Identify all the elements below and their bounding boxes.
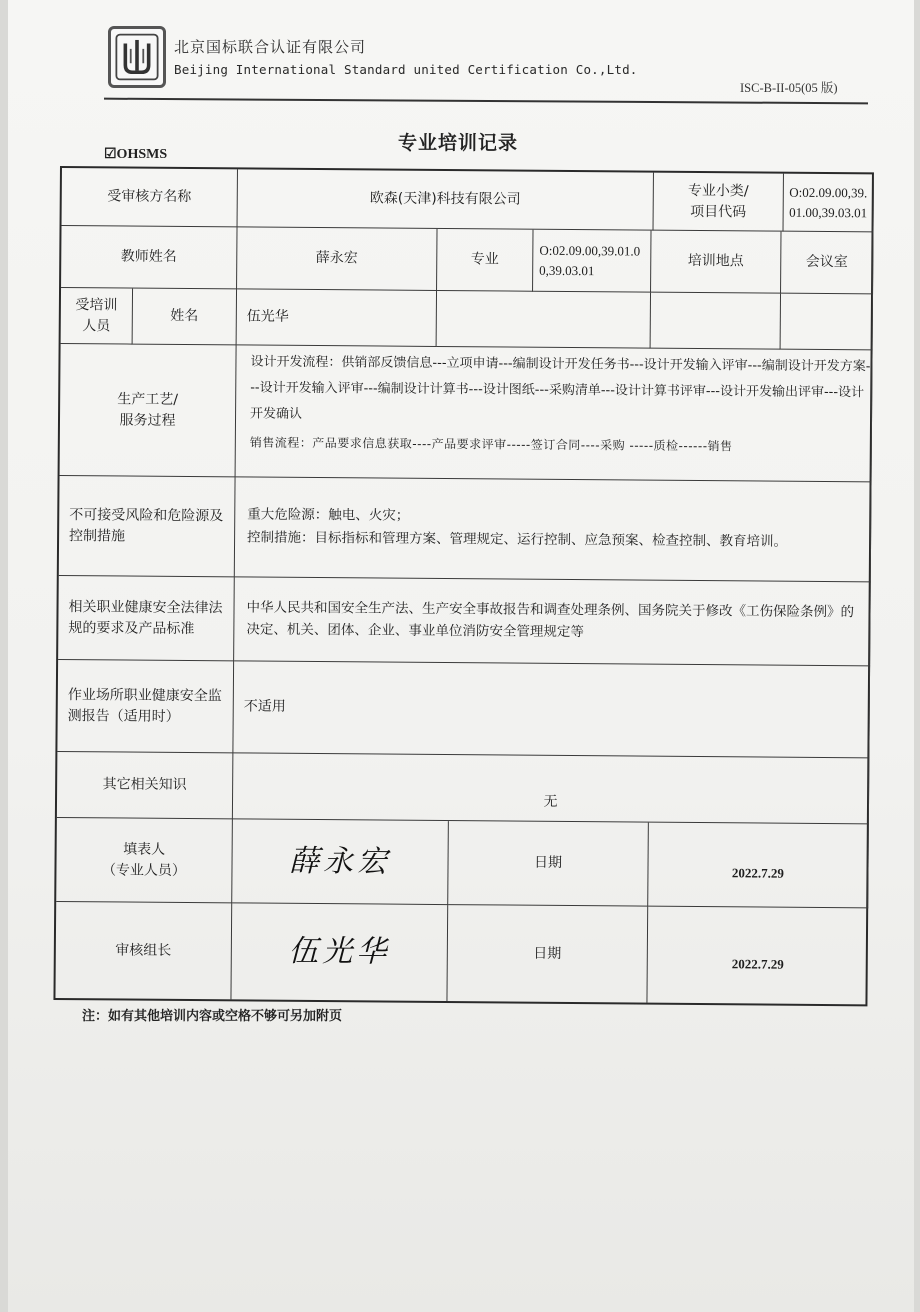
- filler-label: 填表人 （专业人员）: [56, 818, 233, 903]
- category-code-value: O:02.09.00,39.01.00,39.03.01: [784, 174, 874, 233]
- trainee-empty-1: [437, 291, 651, 349]
- monitor-label: 作业场所职业健康安全监测报告（适用时）: [57, 660, 234, 753]
- law-text: 中华人民共和国安全生产法、生产安全事故报告和调查处理条例、国务院关于修改《工伤保险条例》的决定、机关、团体、企业、事业单位消防安全管理规定等: [246, 599, 855, 640]
- process-content: [236, 345, 873, 482]
- filler-date-value: 2022.7.29: [648, 823, 869, 909]
- footnote: 注：如有其他培训内容或空格不够可另加附页: [82, 1009, 343, 1024]
- sales-flow-text: 销售流程：产品要求信息获取----产品要求评审-----签订合同----采购 -----质检------销售: [249, 435, 733, 454]
- auditee-value: 欧森(天津)科技有限公司: [238, 169, 654, 230]
- ohsms-checkbox-label: ☑OHSMS: [104, 147, 168, 162]
- monitor-value: 不适用: [233, 661, 870, 758]
- trainee-label: 受培训 人员: [61, 288, 133, 345]
- process-label: 生产工艺/ 服务过程: [60, 344, 237, 477]
- major-label: 专业: [437, 229, 533, 292]
- hazard-text: 重大危险源：触电、火灾；: [247, 506, 410, 524]
- company-logo-icon: [108, 26, 166, 88]
- other-knowledge-value: 无: [233, 753, 869, 824]
- law-label: 相关职业健康安全法律法规的要求及产品标准: [58, 576, 235, 661]
- leader-date-label: 日期: [447, 905, 648, 1003]
- major-value: O:02.09.00,39.01.00,39.03.01: [533, 230, 651, 293]
- trainee-name-label: 姓名: [133, 289, 237, 346]
- document-sheet: [8, 0, 914, 1312]
- risk-label: 不可接受风险和危险源及控制措施: [59, 476, 236, 577]
- leader-label: 审核组长: [55, 902, 232, 999]
- document-title: 专业培训记录: [398, 132, 519, 154]
- training-location-label: 培训地点: [651, 231, 781, 294]
- control-measures-text: 控制措施：目标指标和管理方案、管理规定、运行控制、应急预案、检查控制、教育培训。: [247, 529, 788, 550]
- teacher-label: 教师姓名: [61, 226, 237, 289]
- training-record-table: [53, 166, 874, 1006]
- filler-date-label: 日期: [448, 821, 649, 907]
- leader-signature: 伍光华: [288, 934, 391, 970]
- trainee-name-value: 伍光华: [237, 289, 437, 347]
- auditee-label: 受审核方名称: [62, 168, 238, 227]
- header-divider: [104, 98, 868, 105]
- leader-date-value: 2022.7.29: [731, 955, 784, 972]
- teacher-name: 薛永宏: [237, 227, 437, 291]
- leader-signature-cell: [231, 903, 448, 1001]
- risk-content: [235, 477, 872, 582]
- company-name-en: Beijing International Standard united Certification Co.,Ltd.: [174, 62, 638, 77]
- trainee-empty-3: [781, 294, 873, 351]
- category-code-label: 专业小类/ 项目代码: [654, 173, 784, 232]
- trainee-empty-2: [651, 293, 781, 350]
- form-code: ISC-B-II-05(05 版): [740, 81, 838, 95]
- company-name-cn: 北京国标联合认证有限公司: [174, 38, 367, 56]
- law-value: [234, 577, 871, 666]
- training-location-value: 会议室: [781, 232, 873, 295]
- filler-signature-cell: [232, 819, 449, 905]
- design-flow-text: 设计开发流程：供销部反馈信息---立项申请---编制设计开发任务书---设计开发输入评审---编制设计开发方案---设计开发输入评审---编制设计计算书---设计图纸---采购清单---设计计算书评审---设计开发输出评审---设计开发确认: [249, 354, 871, 422]
- other-knowledge-label: 其它相关知识: [57, 752, 234, 819]
- filler-signature: 薛永宏: [288, 843, 392, 880]
